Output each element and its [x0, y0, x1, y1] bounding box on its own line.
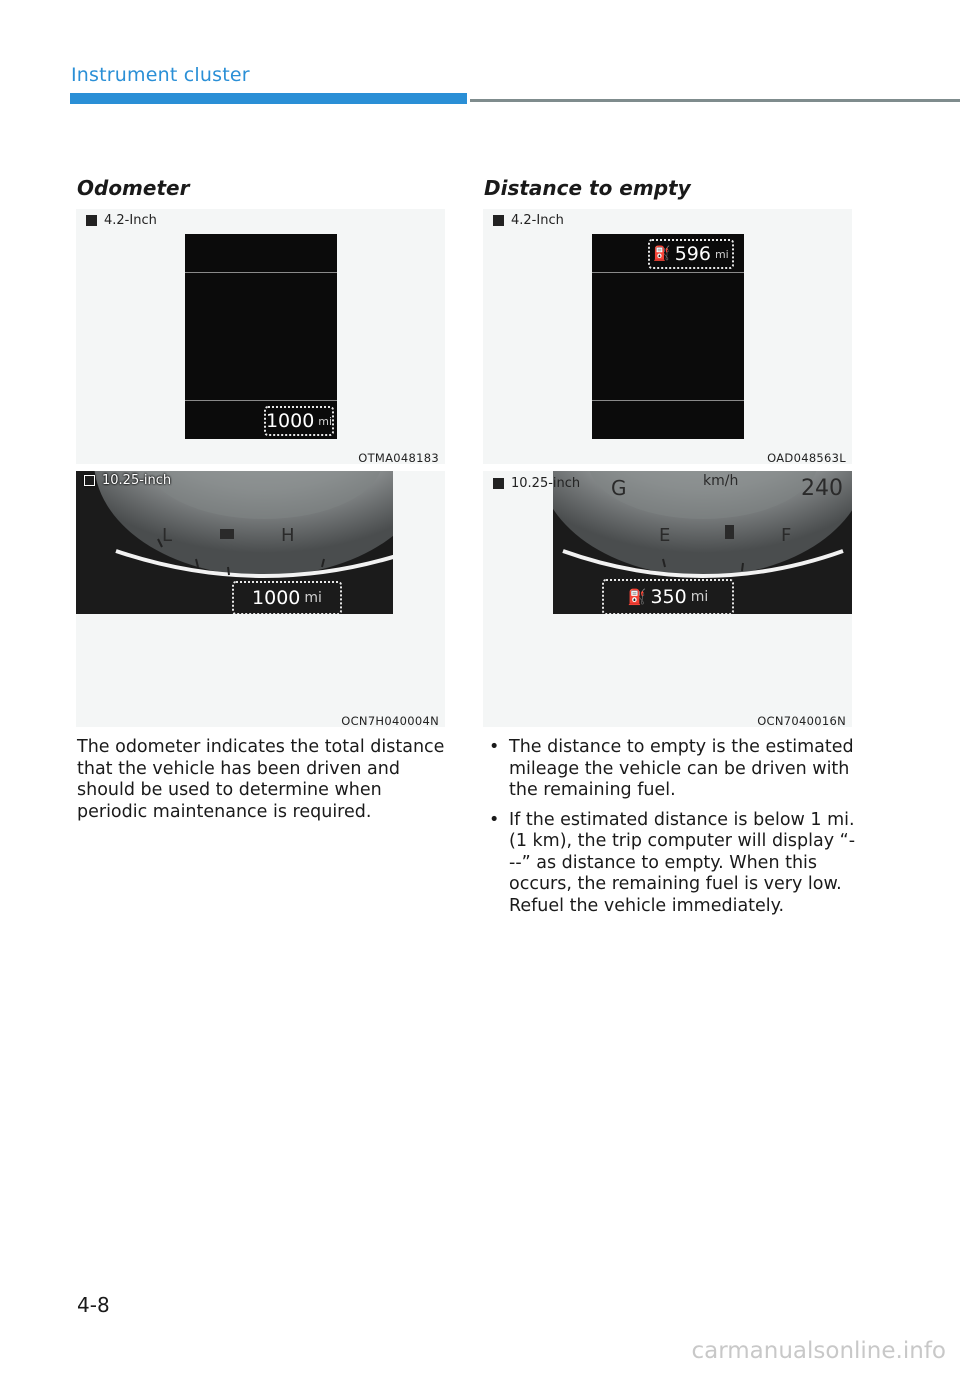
cluster-screen [592, 234, 744, 439]
dte-unit: mi [714, 247, 729, 261]
figure-code: OTMA048183 [358, 451, 439, 465]
odometer-value: 1000 [252, 587, 301, 609]
list-item [484, 737, 860, 802]
distance-to-empty-heading: Distance to empty [484, 176, 691, 200]
list-item-text: If the estimated distance is below 1 mi. (1 km), the trip computer will display “---” as distance to empty. When this occurs, the remaining fuel is very low. Refuel the vehicle immediately. [509, 809, 856, 916]
bullet-dot-icon: • [489, 809, 500, 830]
screen-divider [592, 400, 744, 401]
figure-code: OCN7H040004N [341, 714, 439, 728]
dte-readout [602, 579, 734, 614]
fuel-pump-icon: ⛽ [627, 588, 647, 606]
dte-readout [648, 239, 734, 269]
odometer-unit: mi [304, 590, 322, 606]
screen-divider [185, 400, 337, 401]
odometer-value: 1000 [265, 410, 315, 432]
figure-label-text: 10.25-inch [102, 473, 172, 488]
figure-label-text: 10.25-inch [511, 476, 581, 491]
odometer-readout [232, 581, 342, 614]
screen-divider [185, 272, 337, 273]
svg-text:G: G [611, 476, 627, 500]
list-item [484, 810, 860, 918]
page-number: 4-8 [77, 1293, 110, 1317]
odometer-heading: Odometer [77, 176, 190, 200]
dte-figure-10inch [483, 471, 852, 727]
header-divider-rule [470, 99, 960, 102]
odometer-unit: mi [318, 414, 333, 428]
square-bullet-icon [84, 475, 95, 486]
figure-code: OAD048563L [767, 451, 846, 465]
cluster-screen [185, 234, 337, 439]
screen-divider [592, 272, 744, 273]
bullet-dot-icon: • [489, 737, 500, 757]
square-bullet-icon [86, 215, 97, 226]
dte-figure-4inch [483, 209, 852, 464]
list-item-text: The distance to empty is the estimated mileage the vehicle can be driven with the remaining fuel. [509, 737, 854, 800]
dte-value: 350 [650, 586, 687, 608]
gauge-low-mark: L [162, 525, 173, 546]
dte-bullet-list [484, 737, 860, 925]
speed-max-label: 240 [801, 476, 843, 501]
fuel-pump-icon: ⛽ [653, 246, 671, 262]
gauge-cluster-image [553, 471, 852, 614]
section-header-title: Instrument cluster [71, 64, 250, 86]
battery-icon [220, 529, 234, 539]
figure-code: OCN7040016N [757, 714, 846, 728]
figure-label-text: 4.2-Inch [511, 213, 564, 228]
figure-label [493, 213, 564, 228]
square-bullet-icon [493, 215, 504, 226]
header-accent-rule [70, 93, 467, 104]
gauge-cluster-image [76, 471, 393, 614]
dte-value: 596 [674, 243, 711, 265]
fuel-gauge-icon [725, 525, 734, 539]
figure-label [84, 473, 171, 488]
odometer-figure-4inch [76, 209, 445, 464]
dte-unit: mi [690, 589, 709, 605]
odometer-description: The odometer indicates the total distance that the vehicle has been driven and should be used to determine when periodic maintenance is required. [77, 737, 445, 822]
gauge-empty-mark: E [659, 525, 671, 546]
gauge-full-mark: F [781, 525, 792, 546]
figure-label [86, 213, 157, 228]
odometer-readout [264, 406, 334, 436]
gauge-high-mark: H [281, 525, 295, 546]
odometer-figure-10inch [76, 471, 445, 727]
figure-label [493, 476, 580, 491]
square-bullet-icon [493, 478, 504, 489]
figure-label-text: 4.2-Inch [104, 213, 157, 228]
watermark: carmanualsonline.info [691, 1338, 946, 1364]
speed-unit-label: km/h [703, 473, 739, 489]
